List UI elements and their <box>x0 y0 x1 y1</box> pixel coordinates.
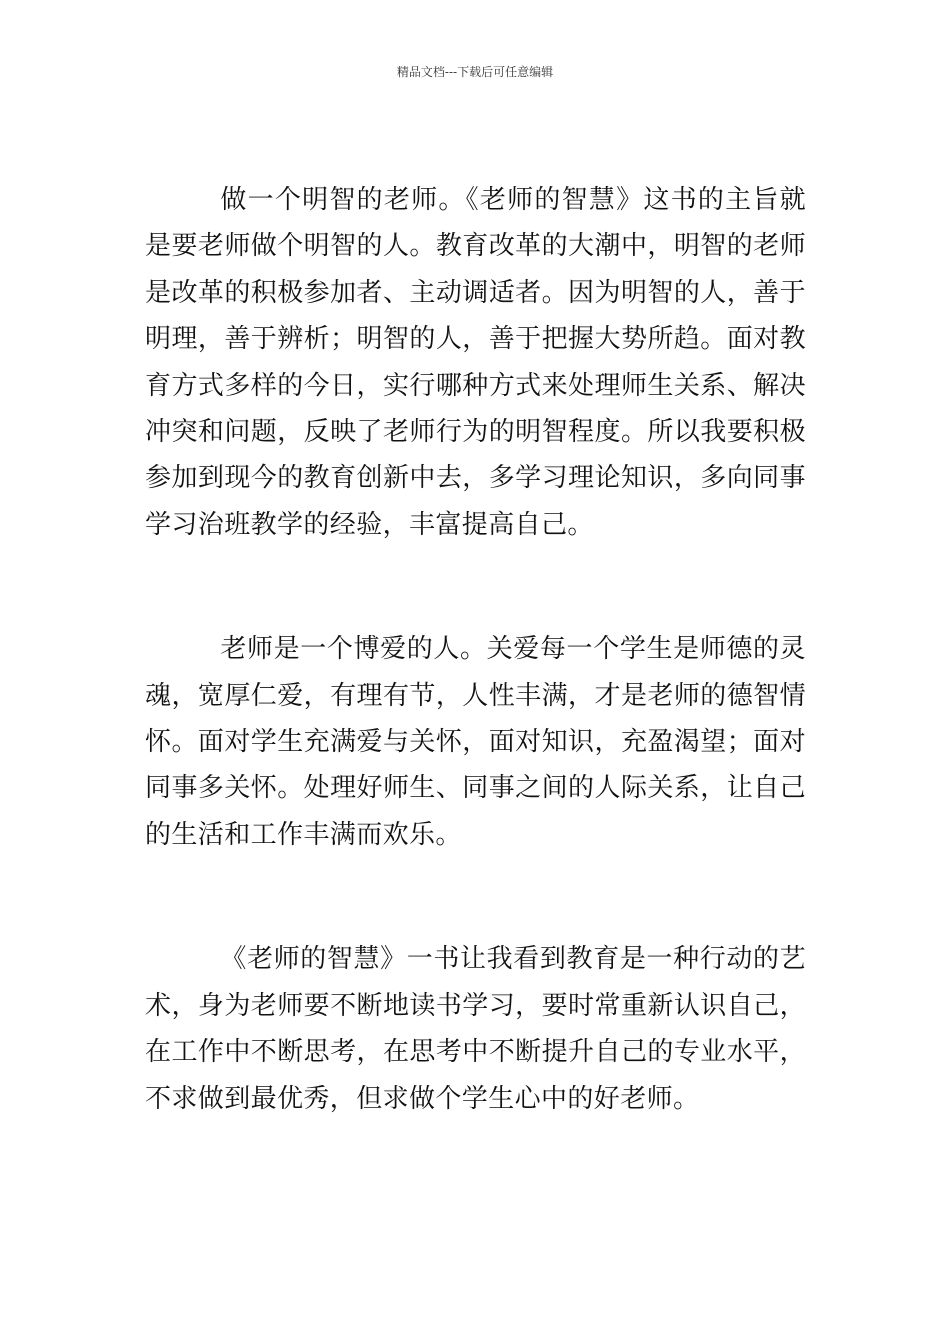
document-body <box>145 177 806 1122</box>
paragraph-1: 做一个明智的老师。《老师的智慧》这书的主旨就是要老师做个明智的人。教育改革的大潮中，明智的老师是改革的积极参加者、主动调适者。因为明智的人，善于明理，善于辨析；明智的人，善于把握大势所趋。面对教育方式多样的今日，实行哪种方式来处理师生关系、解决冲突和问题，反映了老师行为的明智程度。所以我要积极参加到现今的教育创新中去，多学习理论知识，多向同事学习治班教学的经验，丰富提高自己。 <box>145 185 806 540</box>
paragraph-3: 《老师的智慧》一书让我看到教育是一种行动的艺术，身为老师要不断地读书学习，要时常重新认识自己，在工作中不断思考，在思考中不断提升自己的专业水平，不求做到最优秀，但求做个学生心中的好老师。 <box>145 944 806 1114</box>
page-header: 精品文档---下载后可任意编辑 <box>396 65 554 79</box>
paragraph-2: 老师是一个博爱的人。关爱每一个学生是师德的灵魂，宽厚仁爱，有理有节，人性丰满，才是老师的德智情怀。面对学生充满爱与关怀，面对知识，充盈渴望；面对同事多关怀。处理好师生、同事之间的人际关系，让自己的生活和工作丰满而欢乐。 <box>145 634 806 850</box>
